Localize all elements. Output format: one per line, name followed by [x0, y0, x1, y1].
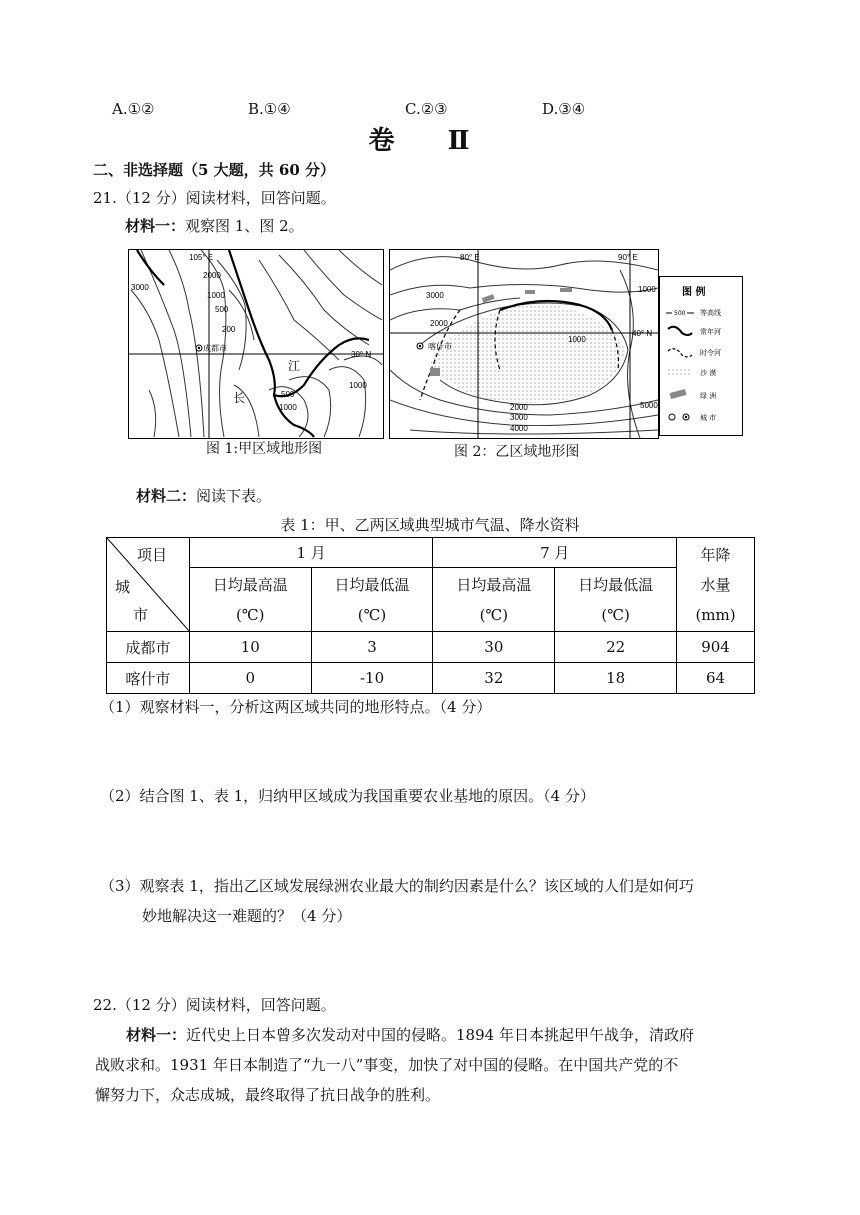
q22-line1: 近代史上日本曾多次发动对中国的侵略。1894 年日本挑起甲午战争，清政府 [186, 1026, 694, 1044]
map2-longitude-left: 80° E [460, 253, 480, 262]
header-label: 日均最低温 [578, 575, 654, 594]
map2-contour-label: 3000 [510, 413, 528, 422]
header-label: 日均最低温 [334, 575, 410, 594]
legend-seasonal-river-label: 时令河 [700, 349, 721, 357]
river-char-chang: 长 [233, 391, 246, 405]
table-row [107, 663, 755, 694]
row-jul-min: 18 [555, 663, 677, 694]
material2-label: 材料二： [136, 487, 197, 505]
map2-contour-label: 4000 [510, 424, 528, 433]
map1-contour-label: 1000 [349, 381, 367, 390]
precip-unit: (mm) [695, 605, 736, 624]
q21-material2 [136, 486, 271, 506]
map1-contour-label: 3000 [131, 283, 149, 292]
map1-caption: 图 1:甲区域地形图 [206, 441, 323, 457]
row-jul-max: 30 [433, 632, 555, 663]
material1-text: 观察图 1、图 2。 [185, 217, 304, 235]
q22-line3: 懈努力下，众志成城，最终取得了抗日战争的胜利。 [95, 1086, 441, 1104]
river-char-jiang: 江 [288, 359, 301, 373]
q21-material1 [125, 216, 304, 236]
header-label: 日均最高温 [456, 575, 532, 594]
map1-contour-label: 1000 [279, 403, 297, 412]
map2-longitude-right: 90° E [618, 253, 638, 262]
climate-table [106, 537, 755, 694]
q21-stem: 21.（12 分）阅读材料，回答问题。 [93, 189, 336, 207]
header-jul-min [555, 568, 677, 632]
map1-latitude: 30° N [351, 350, 372, 359]
row-city: 成都市 [107, 632, 190, 663]
map2-contour-label: 2000 [430, 319, 448, 328]
header-precip [677, 538, 755, 632]
map1-city-label: 成都市 [203, 344, 227, 353]
row-jan-max: 10 [189, 632, 311, 663]
q21-sub3-line1: （3）观察表 1，指出乙区域发展绿洲农业最大的制约因素是什么？该区域的人们是如何巧 [100, 877, 694, 895]
header-jan-min [311, 568, 433, 632]
map-legend [659, 276, 743, 436]
legend-perennial-river-label: 常年河 [700, 328, 721, 336]
option-d: D.③④ [542, 100, 586, 118]
map-2-yi-region [389, 249, 659, 439]
q21-sub1: （1）观察材料一，分析这两区域共同的地形特点。（4 分） [100, 698, 492, 716]
table-corner-cell [107, 538, 190, 632]
table-row [107, 632, 755, 663]
map-1-jia-region [128, 249, 384, 439]
option-a: A.①② [112, 100, 155, 118]
precip-header-line1: 年降 [700, 545, 731, 564]
legend-oasis-label: 绿 洲 [700, 392, 717, 400]
header-jul-max [433, 568, 555, 632]
map2-city-label: 喀什市 [428, 342, 452, 351]
legend-title: 图 例 [682, 287, 706, 298]
row-jan-min: -10 [311, 663, 433, 694]
legend-contour-symbol: 500 [674, 310, 686, 317]
map2-contour-label: 1000 [638, 285, 656, 294]
row-precip: 904 [677, 632, 755, 663]
corner-label-city-1: 城 [115, 578, 131, 596]
row-jul-max: 32 [433, 663, 555, 694]
map1-longitude: 105° E [189, 253, 214, 262]
map2-contour-label: 1000 [568, 335, 586, 344]
map1-contour-label: 200 [222, 325, 236, 334]
desert-area [430, 304, 625, 403]
row-jan-max: 0 [189, 663, 311, 694]
q22-material1 [95, 1020, 770, 1110]
corner-label-city-2: 市 [133, 606, 149, 624]
header-unit: (℃) [236, 605, 265, 624]
header-unit: (℃) [357, 605, 387, 624]
map2-latitude: 40° N [632, 329, 653, 338]
material1-label: 材料一： [125, 217, 186, 235]
map1-contour-label: 500 [281, 390, 295, 399]
map2-contour-label: 3000 [426, 291, 444, 300]
precip-header-line2: 水量 [700, 575, 731, 594]
q21-sub2: （2）结合图 1、表 1，归纳甲区域成为我国重要农业基地的原因。（4 分） [100, 787, 595, 805]
corner-label-item: 项目 [137, 546, 168, 564]
material2-text: 阅读下表。 [196, 487, 272, 505]
legend-desert-label: 沙 漠 [700, 369, 717, 377]
row-jan-min: 3 [311, 632, 433, 663]
section-title: 卷 Ⅱ [368, 126, 492, 156]
map2-contour-label: 5000 [640, 401, 658, 410]
section-heading: 二、非选择题（5 大题，共 60 分） [93, 161, 335, 179]
header-unit: (℃) [601, 605, 630, 624]
q22-stem: 22.（12 分）阅读材料，回答问题。 [93, 996, 336, 1014]
q22-line2: 战败求和。1931 年日本制造了“九一八”事变，加快了对中国的侵略。在中国共产党的不 [95, 1056, 679, 1074]
row-jul-min: 22 [555, 632, 677, 663]
q21-sub3-line2: 妙地解决这一难题的？（4 分） [142, 907, 352, 925]
q22-material1-label: 材料一： [126, 1026, 187, 1044]
option-b: B.①④ [248, 100, 291, 118]
row-city: 喀什市 [107, 663, 190, 694]
map2-caption: 图 2：乙区域地形图 [454, 444, 580, 460]
header-unit: (℃) [479, 605, 509, 624]
option-c: C.②③ [405, 100, 448, 118]
header-jul: 7 月 [433, 538, 677, 568]
legend-city-label: 城 市 [700, 414, 717, 422]
header-label: 日均最高温 [212, 575, 288, 594]
map1-contour-label: 2000 [203, 271, 221, 280]
map1-contour-label: 500 [215, 305, 229, 314]
map1-contour-label: 1000 [207, 291, 225, 300]
map2-contour-label: 2000 [510, 403, 528, 412]
header-jan: 1 月 [189, 538, 433, 568]
table-title: 表 1：甲、乙两区域典型城市气温、降水资料 [280, 516, 580, 534]
row-precip: 64 [677, 663, 755, 694]
legend-contour-label: 等高线 [700, 309, 721, 317]
header-jan-max [189, 568, 311, 632]
